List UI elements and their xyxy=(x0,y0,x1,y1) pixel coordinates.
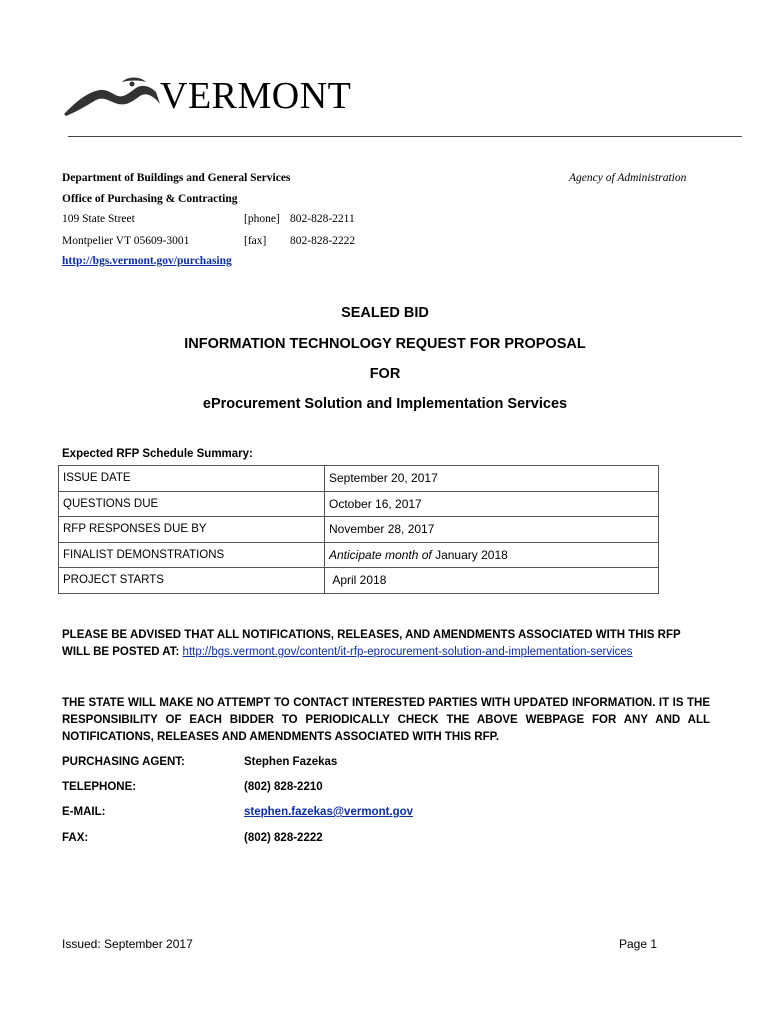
vermont-wordmark: VERMONT xyxy=(160,75,352,117)
footer-page-number: Page 1 xyxy=(619,937,658,951)
footer-issued: Issued: September 2017 xyxy=(62,937,193,951)
fax-contact-label: FAX: xyxy=(62,832,89,844)
table-row xyxy=(59,568,659,594)
agency-name: Agency of Administration xyxy=(569,172,687,184)
email-label: E-MAIL: xyxy=(62,806,106,818)
schedule-event: QUESTIONS DUE xyxy=(59,491,325,517)
schedule-date: October 16, 2017 xyxy=(325,491,659,517)
telephone-value: (802) 828-2210 xyxy=(244,781,323,793)
schedule-date: April 2018 xyxy=(325,568,659,594)
city-address: Montpelier VT 05609-3001 xyxy=(62,235,190,247)
schedule-date: November 28, 2017 xyxy=(325,517,659,543)
title-rfp: INFORMATION TECHNOLOGY REQUEST FOR PROPOSAL xyxy=(184,336,586,352)
department-name: Department of Buildings and General Services xyxy=(62,172,291,184)
table-row xyxy=(59,517,659,543)
schedule-event: FINALIST DEMONSTRATIONS xyxy=(59,542,325,568)
schedule-event: PROJECT STARTS xyxy=(59,568,325,594)
schedule-date-cell xyxy=(325,542,659,568)
title-for: FOR xyxy=(369,366,401,382)
fax-contact-value: (802) 828-2222 xyxy=(244,832,323,844)
notice-posting xyxy=(62,627,710,661)
schedule-date: January 2018 xyxy=(435,547,508,562)
schedule-date-prefix: Anticipate month of xyxy=(329,547,432,562)
table-row xyxy=(59,491,659,517)
rfp-webpage-link[interactable]: http://bgs.vermont.gov/content/it-rfp-eprocurement-solution-and-implementation-services xyxy=(182,646,633,658)
agent-label: PURCHASING AGENT: xyxy=(62,756,185,768)
email-link[interactable]: stephen.fazekas@vermont.gov xyxy=(244,806,414,818)
notice-posting-text: PLEASE BE ADVISED THAT ALL NOTIFICATIONS, RELEASES, AND AMENDMENTS ASSOCIATED WITH THIS RFP WILL BE POSTED AT: xyxy=(62,629,681,658)
fax-label: [fax] xyxy=(244,235,267,247)
schedule-label: Expected RFP Schedule Summary: xyxy=(62,448,253,460)
telephone-label: TELEPHONE: xyxy=(62,781,137,793)
street-address: 109 State Street xyxy=(62,213,135,225)
schedule-event: ISSUE DATE xyxy=(59,466,325,492)
table-row xyxy=(59,466,659,492)
purchasing-website-link[interactable]: http://bgs.vermont.gov/purchasing xyxy=(62,255,232,267)
fax-number: 802-828-2222 xyxy=(290,235,356,247)
title-sealed-bid: SEALED BID xyxy=(341,305,429,321)
phone-number: 802-828-2211 xyxy=(290,213,355,225)
notice-responsibility: THE STATE WILL MAKE NO ATTEMPT TO CONTACT INTERESTED PARTIES WITH UPDATED INFORMATION. IT IS THE RESPONSIBILITY OF EACH BIDDER TO PERIODICALLY CHECK THE ABOVE WEBPAGE FOR ANY AND ALL NOTIFICATIONS, RELEASES AND AMENDMENTS ASSOCIATED WITH THIS RFP. xyxy=(62,697,710,743)
phone-label: [phone] xyxy=(244,213,280,225)
schedule-date: September 20, 2017 xyxy=(325,466,659,492)
schedule-event: RFP RESPONSES DUE BY xyxy=(59,517,325,543)
office-name: Office of Purchasing & Contracting xyxy=(62,193,238,205)
table-row xyxy=(59,542,659,568)
header-divider xyxy=(68,136,742,137)
agent-name: Stephen Fazekas xyxy=(244,756,338,768)
title-project: eProcurement Solution and Implementation Services xyxy=(202,396,568,412)
schedule-table xyxy=(58,465,659,594)
